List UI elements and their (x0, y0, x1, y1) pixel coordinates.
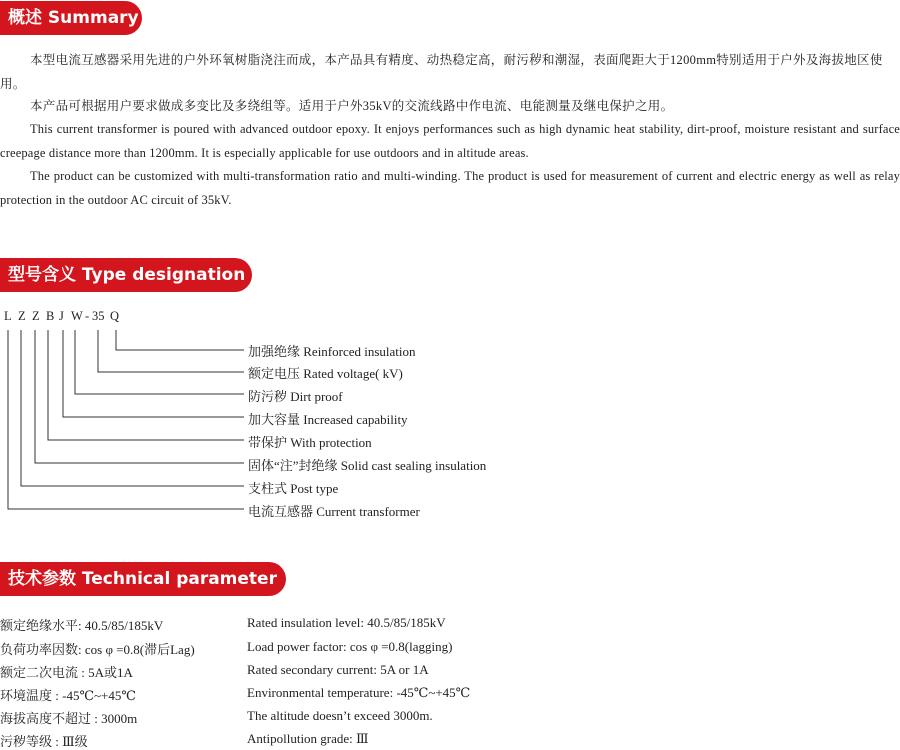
summary-paragraph-cn-2: 本产品可根据用户要求做成多变比及多绕组等。适用于户外35kV的交流线路中作电流、电能测量及继电保护之用。 (30, 99, 674, 113)
label-solid-cast-sealing: 固体“注”封绝缘 Solid cast sealing insulation (248, 458, 487, 473)
param-en-power-factor: Load power factor: cos φ =0.8(lagging) (247, 639, 453, 654)
code-char-q: Q (110, 309, 120, 323)
param-cn-pollution-grade: 污秽等级 : Ⅲ级 (0, 734, 88, 749)
code-char-z1: Z (18, 309, 26, 323)
param-en-temperature: Environmental temperature: -45℃~+45℃ (247, 685, 471, 700)
code-char-w: W (71, 309, 83, 323)
summary-paragraph-cn-1: 本型电流互感器采用先进的户外环氧树脂浇注而成，本产品具有精度、动热稳定高，耐污秽和潮湿，表面爬距大于1200mm特别适用于户外及海拔地区使用。 (0, 53, 883, 91)
param-cn-power-factor: 负荷功率因数: cos φ =0.8(滞后Lag) (0, 642, 195, 657)
param-en-insulation-level: Rated insulation level: 40.5/85/185kV (247, 615, 446, 630)
technical-parameter-heading-badge (0, 562, 286, 596)
param-cn-secondary-current: 额定二次电流 : 5A或1A (0, 665, 133, 680)
code-char-z2: Z (32, 309, 40, 323)
label-reinforced-insulation: 加强绝缘 Reinforced insulation (248, 344, 416, 359)
param-cn-altitude: 海拔高度不超过 : 3000m (0, 711, 138, 726)
code-char-b: B (46, 309, 55, 323)
param-cn-temperature: 环境温度 : -45℃~+45℃ (0, 688, 136, 703)
type-designation-heading: 型号含义 Type designation (8, 265, 246, 285)
code-char-dash: - (85, 309, 90, 323)
param-en-secondary-current: Rated secondary current: 5A or 1A (247, 662, 429, 677)
summary-heading: 概述 Summary (8, 8, 139, 28)
label-current-transformer: 电流互感器 Current transformer (248, 504, 420, 519)
param-cn-insulation-level: 额定绝缘水平: 40.5/85/185kV (0, 618, 164, 633)
label-dirt-proof: 防污秽 Dirt proof (248, 389, 343, 404)
code-char-j: J (59, 309, 64, 323)
code-char-l: L (4, 309, 12, 323)
label-post-type: 支柱式 Post type (248, 481, 339, 496)
technical-parameter-heading: 技术参数 Technical parameter (8, 569, 277, 589)
summary-paragraph-en-1: This current transformer is poured with advanced outdoor epoxy. It enjoys performances such as high dynamic heat stability, dirt-proof, moisture resistant and surface creepage distance more than 1200mm. It is especially applicable for use outdoors and in altitude areas. (0, 122, 900, 160)
label-with-protection: 带保护 With protection (248, 435, 372, 450)
summary-paragraph-en-2: The product can be customized with multi-transformation ratio and multi-winding. The product is used for measurement of current and electric energy as well as relay protection in the outdoor AC circuit of 35kV. (0, 169, 900, 207)
label-increased-capability: 加大容量 Increased capability (248, 412, 408, 427)
code-char-35: 35 (92, 309, 105, 323)
label-rated-voltage: 额定电压 Rated voltage( kV) (248, 366, 403, 381)
param-en-pollution-grade: Antipollution grade: Ⅲ (247, 731, 369, 746)
param-en-altitude: The altitude doesn’t exceed 3000m. (247, 708, 433, 723)
